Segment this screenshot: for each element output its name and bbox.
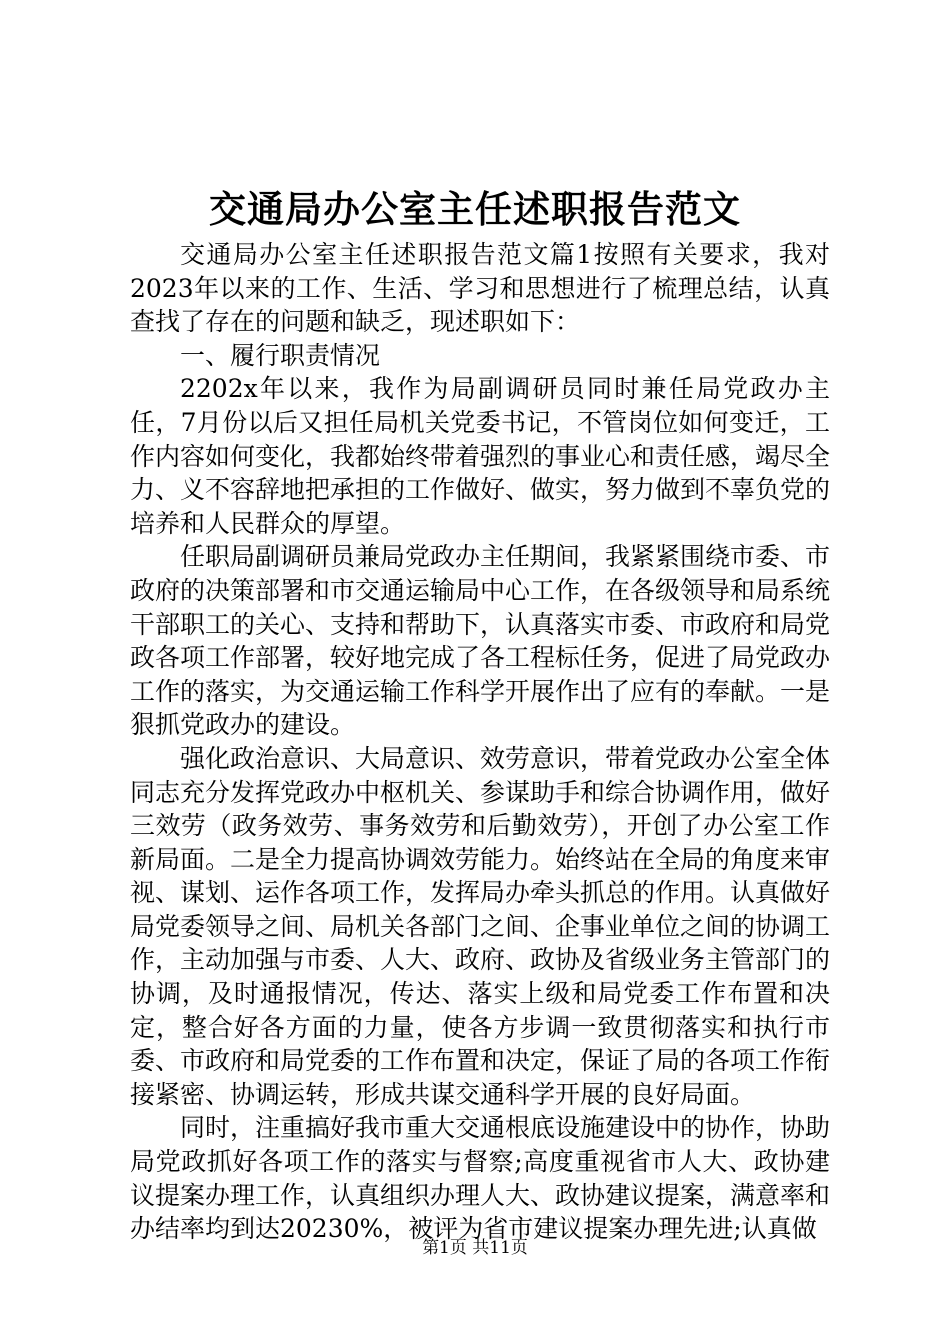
document-title: 交通局办公室主任述职报告范文 — [209, 187, 741, 231]
paragraph-intro: 交通局办公室主任述职报告范文篇1按照有关要求，我对2023年以来的工作、生活、学习和思想进行了梳理总结，认真查找了存在的问题和缺乏，现述职如下： — [130, 240, 830, 337]
paragraph: 强化政治意识、大局意识、效劳意识，带着党政办公室全体同志充分发挥党政办中枢机关、参谋助手和综合协调作用，做好三效劳（政务效劳、事务效劳和后勤效劳），开创了办公室工作新局面。二是全力提高协调效劳能力。始终站在全局的角度来审视、谋划、运作各项工作，发挥局办牵头抓总的作用。认真做好局党委领导之间、局机关各部门之间、企事业单位之间的协调工作，主动加强与市委、人大、政府、政协及省级业务主管部门的协调，及时通报情况，传达、落实上级和局党委工作布置和决定，整合好各方面的力量，使各方步调一致贯彻落实和执行市委、市政府和局党委的工作布置和决定，保证了局的各项工作衔接紧密、协调运转，形成共谋交通科学开展的良好局面。 — [130, 743, 831, 1109]
document-body — [130, 238, 830, 1246]
paragraph: 同时，注重搞好我市重大交通根底设施建设中的协作，协助局党政抓好各项工作的落实与督察;高度重视省市人大、政协建议提案办理工作，认真组织办理人大、政协建议提案，满意率和办结率均到达20230%，被评为省市建议提案办理先进;认真做 — [130, 1113, 831, 1244]
paragraph: 2202x年以来，我作为局副调研员同时兼任局党政办主任，7月份以后又担任局机关党委书记，不管岗位如何变迁，工作内容如何变化，我都始终带着强烈的事业心和责任感，竭尽全力、义不容辞地把承担的工作做好、做实，努力做到不辜负党的培养和人民群众的厚望。 — [130, 374, 831, 538]
page-footer: 第1页 共11页 — [422, 1238, 528, 1258]
paragraph: 任职局副调研员兼局党政办主任期间，我紧紧围绕市委、市政府的决策部署和市交通运输局中心工作，在各级领导和局系统干部职工的关心、支持和帮助下，认真落实市委、市政府和局党政各项工作部署，较好地完成了各工程标任务，促进了局党政办工作的落实，为交通运输工作科学开展作出了应有的奉献。一是狠抓党政办的建设。 — [130, 542, 831, 740]
section-heading: 一、履行职责情况 — [180, 340, 381, 370]
